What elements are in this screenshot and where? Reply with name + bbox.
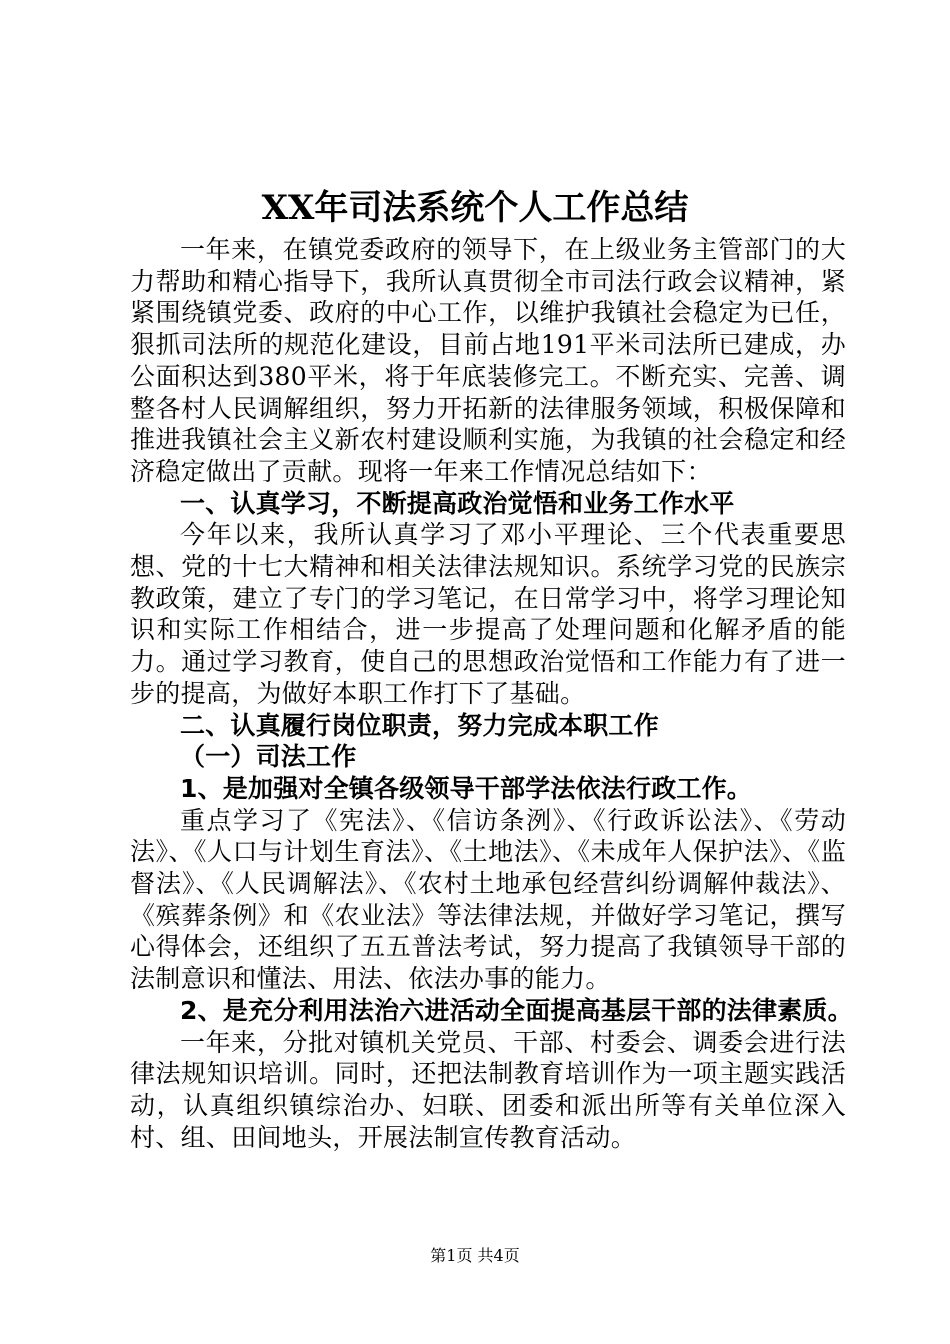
item-1-paragraph: 重点学习了《宪法》、《信访条洌》、《行政诉讼法》、《劳动法》、《人口与计划生育法》、《土地法》、《未成年人保护法》、《监督法》、《人民调解法》、《农村土地承包经营纠纷调解仲裁法》、《殡葬条例》和《农业法》等法律法规，并做好学习笔记，撰写心得体会，还组织了五五普法考试，努力提高了我镇领导干部的法制意识和懂法、用法、依法办事的能力。 xyxy=(130,805,846,994)
document-title: XX年司法系统个人工作总结 xyxy=(261,188,689,228)
item-heading-2: 2、是充分利用法治六进活动全面提高基层干部的法律素质。 xyxy=(180,995,853,1025)
intro-paragraph: 一年来，在镇党委政府的领导下，在上级业务主管部门的大力帮助和精心指导下，我所认真贯彻全市司法行政会议精神，紧紧围绕镇党委、政府的中心工作，以维护我镇社会稳定为已任，狠抓司法所的规范化建设，目前占地191平米司法所已建成，办公面积达到380平米，将于年底装修完工。不断充实、完善、调整各村人民调解组织，努力开拓新的法律服务领域，积极保障和推进我镇社会主义新农村建设顺利实施，为我镇的社会稳定和经济稳定做出了贡献。现将一年来工作情况总结如下： xyxy=(130,235,846,486)
subsection-heading-judicial: （一）司法工作 xyxy=(180,742,357,772)
section-heading-1: 一、认真学习，不断提高政治觉悟和业务工作水平 xyxy=(180,488,735,518)
document-body xyxy=(130,234,853,1153)
item-2-paragraph: 一年来，分批对镇机关党员、干部、村委会、调委会进行法律法规知识培训。同时，还把法制教育培训作为一项主题实践活动，认真组织镇综治办、妇联、团委和派出所等有关单位深入村、组、田间地头，开展法制宣传教育活动。 xyxy=(130,1027,846,1152)
page-number-footer: 第1页 共4页 xyxy=(430,1246,520,1265)
section-1-paragraph: 今年以来，我所认真学习了邓小平理论、三个代表重要思想、党的十七大精神和相关法律法规知识。系统学习党的民族宗教政策，建立了专门的学习笔记，在日常学习中，将学习理论知识和实际工作相结合，进一步提高了处理问题和化解矛盾的能力。通过学习教育，使自己的思想政治觉悟和工作能力有了进一步的提高，为做好本职工作打下了基础。 xyxy=(130,520,846,708)
section-heading-2: 二、认真履行岗位职责，努力完成本职工作 xyxy=(180,710,659,740)
item-heading-1: 1、是加强对全镇各级领导干部学法依法行政工作。 xyxy=(180,773,752,803)
